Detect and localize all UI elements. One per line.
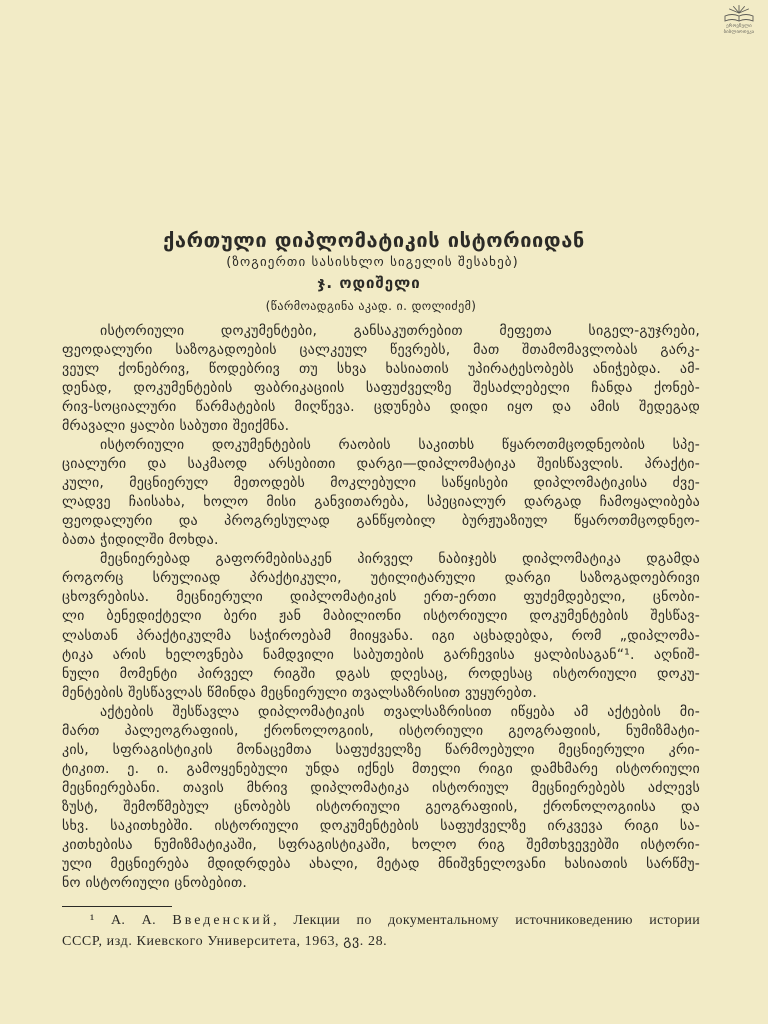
text-line: მეცნიერებად გაფორმებისაკენ პირველ ნაბიჯებს დიპლომატიკა დგამდა (100, 551, 700, 568)
text-line: მენტების შესწავლას წმინდა მეცნიერული თვალსაზრისით ვუყურებთ. (62, 684, 537, 701)
text-line: ფეოდალური საზოგადოების ცალკეულ წევრებს, მათ შთამომავლობას გარკ- (62, 341, 700, 358)
text-line: მართ პალეოგრაფიის, ქრონოლოგიის, ისტორიული გეოგრაფიის, ნუმიზმატი- (62, 722, 700, 739)
text-line: რივ-სოციალური წარმატების მიღწევა. ცდუნება დიდი იყო და ამის შედეგად (62, 398, 700, 415)
article-title: ქართული დიპლომატიკის ისტორიიდან (163, 228, 585, 252)
article-subtitle: (ზოგიერთი სასისხლო სიგელის შესახებ) (226, 255, 519, 270)
article-author: ჯ. ოდიშელი (317, 274, 421, 292)
text-line: როგორც სრულიად პრაქტიკული, უტილიტარული დარგი საზოგადოებრივი (62, 570, 700, 587)
text-line: ცხოვრებისა. მეცნიერული დიპლომატიკის ერთ-ერთი ფუძემდებელი, ცნობი- (62, 589, 700, 606)
text-line: აქტების შესწავლა დიპლომატიკის თვალსაზრისით იწყება ამ აქტების მი- (100, 703, 700, 720)
text-line: ფეოდალური და პროგრესულად განწყობილ ბურჟუაზიულ წყაროთმცოდნეო- (62, 513, 700, 530)
text-line: ვეულ ქონებრივ, წოდებრივ თუ სხვა ხასიათის უპირატესობებს ანიჭებდა. ამ- (62, 360, 700, 377)
text-line: ციალური და საკმაოდ არსებითი დარგი—დიპლომატიკა შეისწავლის. პრაქტი- (62, 455, 700, 472)
text-line: ზუსტ, შემოწმებულ ცნობებს ისტორიული გეოგრაფიის, ქრონოლოგიისა და (62, 799, 700, 816)
presented-by-note: (წარმოადგინა აკად. ი. დოლიძემ) (265, 299, 477, 313)
text-line: ისტორიული დოკუმენტები, განსაკუთრებით მეფეთა სიგელ-გუჯრები, (100, 322, 700, 339)
text-line: მეცნიერებანი. თავის მხრივ დიპლომატიკა ისტორიულ მეცნიერებებს აძლევს (62, 780, 700, 796)
text-line: სხვ. საკითხებში. ისტორიული დოკუმენტების საფუძველზე ირკვევა რიგი სა- (62, 818, 700, 835)
paragraph (62, 436, 700, 550)
logo-text-line-2: ბიბლიოთეკა (723, 30, 755, 35)
paragraph (62, 322, 700, 436)
library-logo (716, 4, 762, 36)
article-body (62, 322, 700, 894)
footnote-line-2: СССР, изд. Киевского Университета, 1963, გვ. 28. (62, 934, 388, 949)
text-line: ბათა ჭიდილში მოხდა. (62, 532, 219, 549)
footnote-marker: ¹ (90, 913, 95, 928)
text-line: ნო ისტორიული ცნობებით. (62, 875, 248, 892)
open-book-icon (722, 4, 756, 24)
text-line: ლასთან პრაქტიკულმა საჭიროებამ მიიყვანა. იგი აცხადებდა, რომ „დიპლომა- (62, 627, 700, 644)
text-line: ნული მომენტი პირველ რიგში დგას დღესაც, როდესაც ისტორიული დოკუ- (62, 665, 700, 682)
footnote-author-name: Введенский (172, 913, 274, 928)
text-line: ული მეცნიერება მდიდრდება ახალი, მეტად მნიშვნელოვანი ხასიათის სარწმუ- (62, 856, 700, 873)
text-line: ლი ბენედიქტელი ბერი ჟან მაბილიონი ისტორიული დოკუმენტების შესწავ- (62, 608, 700, 625)
text-line: კული, მეცნიერულ მეთოდებს მოკლებული საწყისები დიპლომატიკისა ძვე- (62, 475, 700, 491)
text-line: დენად, დოკუმენტების ფაბრიკაციის საფუძველზე შესაძლებელი ჩანდა ქონებ- (62, 379, 700, 396)
paragraph (62, 550, 700, 703)
text-line: ტიკით. ე. ი. გამოყენებული უნდა იქნეს მთელი რიგი დამხმარე ისტორიული (62, 760, 700, 777)
logo-text-line-1: ეროვნული (726, 24, 752, 29)
footnote-line-1 (90, 912, 700, 930)
text-line: ტიკა არის ხელოვნება ნამდვილი საბუთების გარჩევისა ყალბისაგან“¹. აღნიშ- (62, 646, 700, 663)
text-line: კითხებისა ნუმიზმატიკაში, სფრაგისტიკაში, ხოლო რიგ შემთხვევებში ისტორი- (62, 837, 700, 854)
text-line: ისტორიული დოკუმენტების რაობის საკითხს წყაროთმცოდნეობის სპე- (100, 436, 700, 453)
text-line: ლადვე ჩაისახა, ხოლო მისი განვითარება, სპეციალურ დარგად ჩამოყალიბება (62, 494, 700, 511)
footnote-author-initials: А. А. (110, 913, 156, 928)
text-line: მრავალი ყალბი საბუთი შეიქმნა. (62, 417, 290, 434)
footnote-citation-text: , Лекции по документальному источниковедению истории (273, 913, 700, 928)
text-line: კის, სფრაგისტიკის მონაცემთა საფუძველზე წარმოებული მეცნიერული კრი- (62, 741, 700, 758)
paragraph (62, 703, 700, 894)
footnote-divider (62, 906, 172, 907)
